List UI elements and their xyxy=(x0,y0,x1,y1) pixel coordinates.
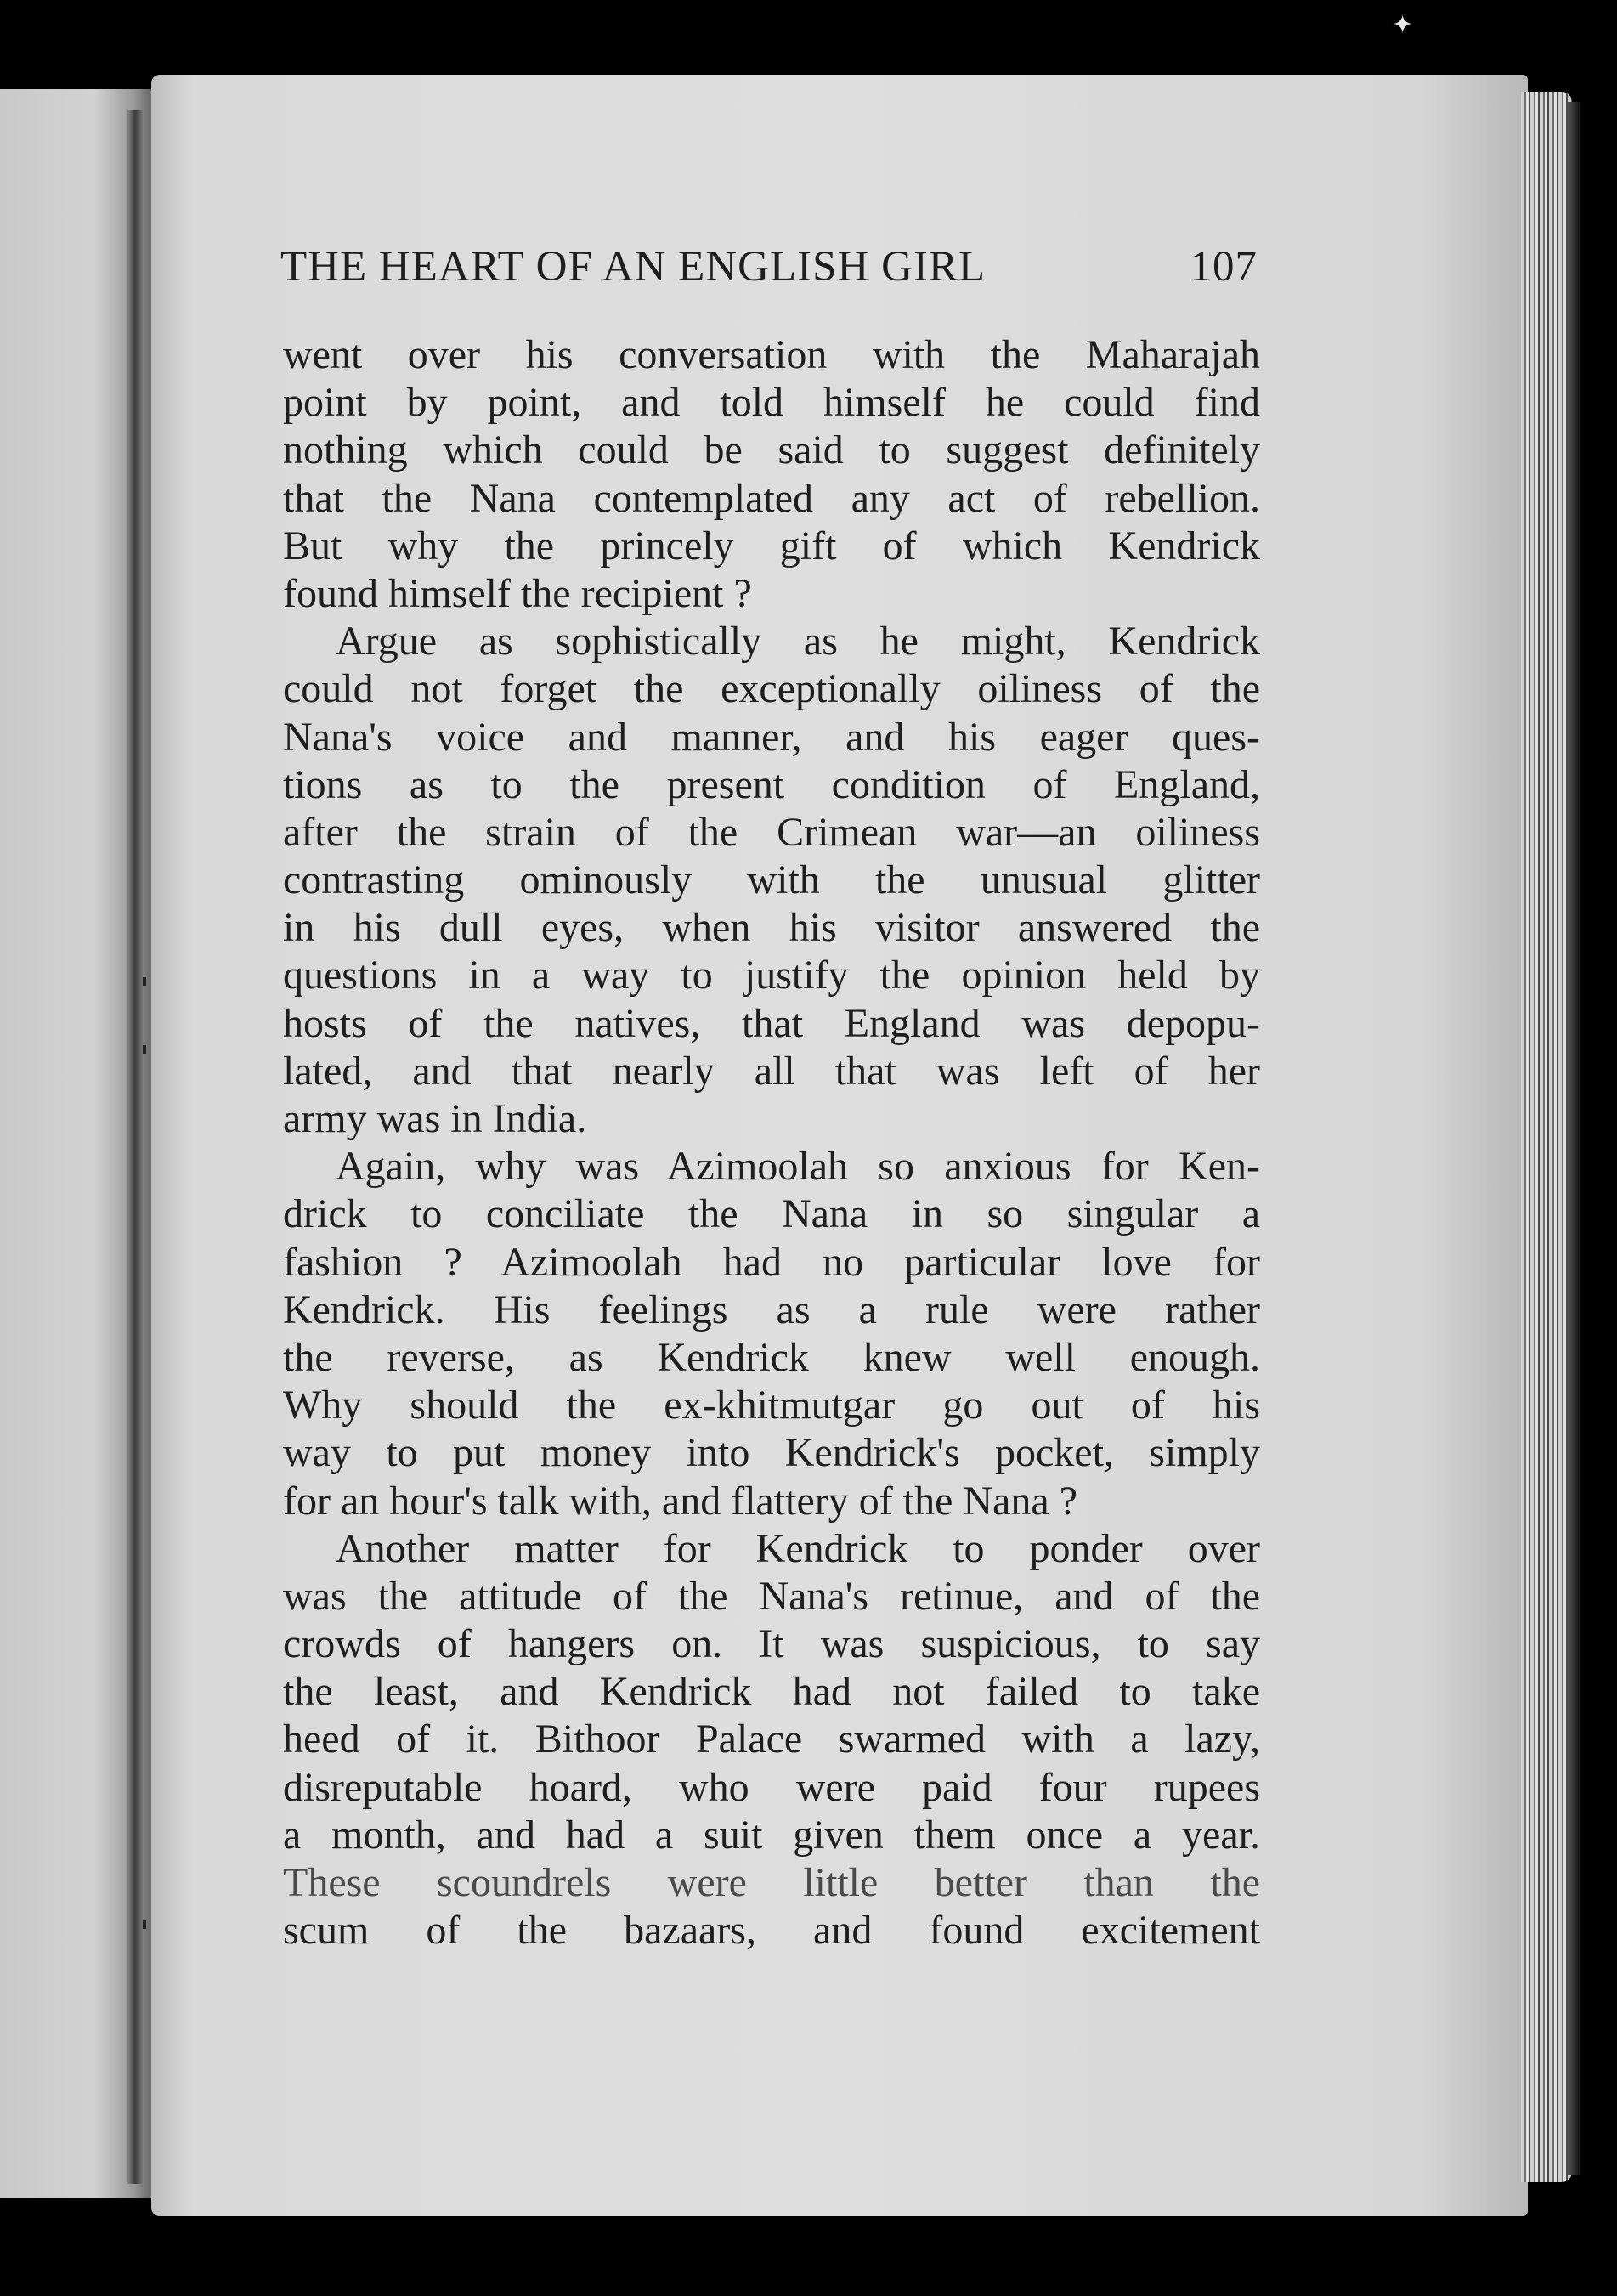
paragraph-start-line: Another matter for Kendrick to ponder over xyxy=(336,1525,1260,1571)
text-line: contrasting ominously with the unusual glitter xyxy=(283,857,1260,903)
text-line: could not forget the exceptionally oiliness of the xyxy=(283,666,1260,712)
text-line: Nana's voice and manner, and his eager ques- xyxy=(283,714,1260,760)
text-line: fashion ? Azimoolah had no particular love for xyxy=(283,1239,1260,1285)
text-line: was the attitude of the Nana's retinue, and of the xyxy=(283,1573,1260,1619)
text-line: hosts of the natives, that England was depopu- xyxy=(283,1000,1260,1046)
text-line: tions as to the present condition of England, xyxy=(283,761,1260,807)
page-stack-edge xyxy=(1521,92,1572,2182)
text-line: But why the princely gift of which Kendrick xyxy=(283,523,1260,568)
text-line: a month, and had a suit given them once a year. xyxy=(283,1812,1260,1858)
margin-speck xyxy=(143,977,146,986)
text-line: army was in India. xyxy=(283,1096,587,1141)
page-header xyxy=(280,242,1258,302)
text-line: nothing which could be said to suggest definitely xyxy=(283,427,1260,473)
text-line: for an hour's talk with, and flattery of the Nana ? xyxy=(283,1478,1077,1524)
page-number: 107 xyxy=(1190,243,1258,291)
text-line: point by point, and told himself he could find xyxy=(283,380,1260,426)
body-text xyxy=(283,331,1260,1954)
text-line: the reverse, as Kendrick knew well enough. xyxy=(283,1334,1260,1380)
text-line: Kendrick. His feelings as a rule were rather xyxy=(283,1287,1260,1332)
text-line: after the strain of the Crimean war—an oiliness xyxy=(283,809,1260,855)
text-line: drick to conciliate the Nana in so singular a xyxy=(283,1191,1260,1237)
page-stack-shadow xyxy=(1568,102,1580,2175)
margin-speck xyxy=(143,1045,146,1054)
text-line: lated, and that nearly all that was left of her xyxy=(283,1048,1260,1094)
paragraph-start-line: Argue as sophistically as he might, Kendrick xyxy=(336,619,1260,664)
text-line: These scoundrels were little better than the xyxy=(283,1860,1260,1905)
scan-corner-mark: ✦ xyxy=(1392,11,1414,39)
text-line: way to put money into Kendrick's pocket, simply xyxy=(283,1430,1260,1476)
text-line: that the Nana contemplated any act of rebellion. xyxy=(283,475,1260,521)
book-gutter xyxy=(127,110,143,2184)
text-line: crowds of hangers on. It was suspicious, to say xyxy=(283,1621,1260,1667)
text-line: found himself the recipient ? xyxy=(283,570,752,616)
text-line: questions in a way to justify the opinion held by xyxy=(283,953,1260,998)
paragraph-start-line: Again, why was Azimoolah so anxious for Ken- xyxy=(336,1144,1260,1190)
running-title: THE HEART OF AN ENGLISH GIRL xyxy=(280,243,987,291)
margin-speck xyxy=(143,1920,146,1929)
text-line: disreputable hoard, who were paid four rupees xyxy=(283,1764,1260,1810)
text-line: the least, and Kendrick had not failed to take xyxy=(283,1669,1260,1715)
text-line: Why should the ex-khitmutgar go out of his xyxy=(283,1383,1260,1428)
text-line: went over his conversation with the Maharajah xyxy=(283,332,1260,377)
text-line: scum of the bazaars, and found excitement xyxy=(283,1908,1260,1954)
text-line: heed of it. Bithoor Palace swarmed with a lazy, xyxy=(283,1716,1260,1762)
text-line: in his dull eyes, when his visitor answered the xyxy=(283,905,1260,951)
